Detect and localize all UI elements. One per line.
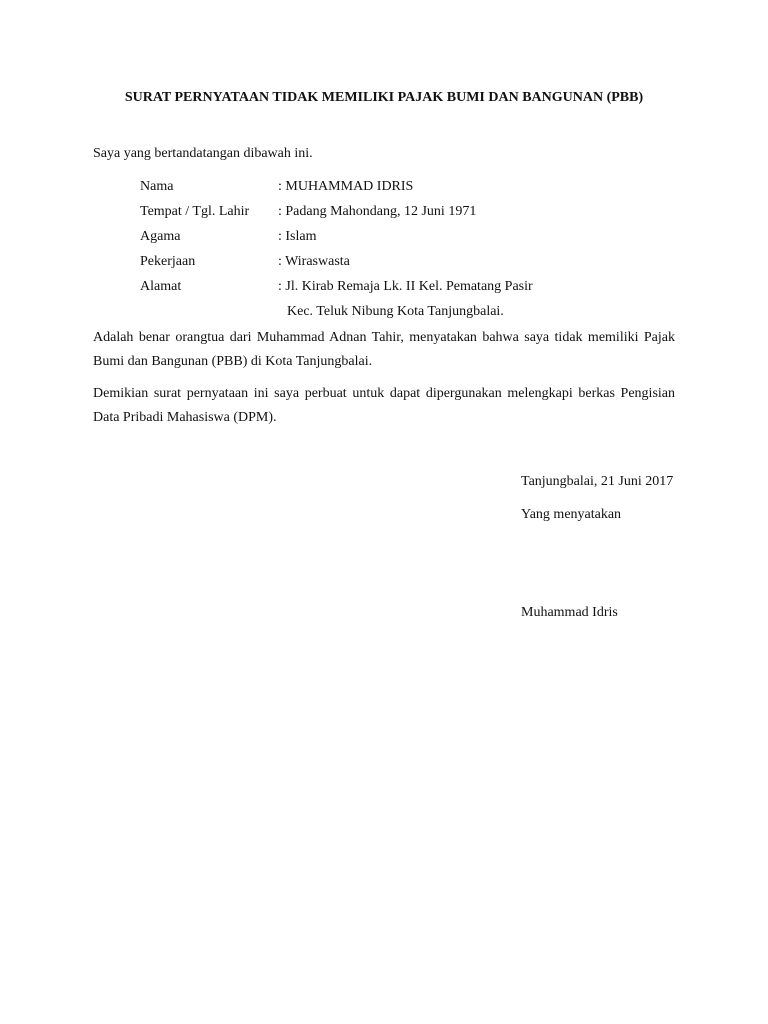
paragraph-closing: Demikian surat pernyataan ini saya perbuat untuk dapat dipergunakan melengkapi berkas Pengisian Data Pribadi Mahasiswa (DPM). bbox=[93, 386, 675, 425]
field-value-pekerjaan: : Wiraswasta bbox=[278, 254, 350, 269]
field-value-agama: : Islam bbox=[278, 229, 317, 244]
field-value-tempat-tgl-lahir: : Padang Mahondang, 12 Juni 1971 bbox=[278, 204, 477, 219]
field-label-agama: Agama bbox=[140, 229, 181, 244]
field-label-pekerjaan: Pekerjaan bbox=[140, 254, 196, 269]
place-date: Tanjungbalai, 21 Juni 2017 bbox=[521, 474, 674, 489]
document-title: SURAT PERNYATAAN TIDAK MEMILIKI PAJAK BUMI DAN BANGUNAN (PBB) bbox=[124, 90, 644, 105]
signer-caption: Yang menyatakan bbox=[521, 507, 622, 522]
field-label-tempat-tgl-lahir: Tempat / Tgl. Lahir bbox=[140, 204, 250, 219]
field-value-alamat: : Jl. Kirab Remaja Lk. II Kel. Pematang Pasir bbox=[278, 279, 533, 294]
intro-text: Saya yang bertandatangan dibawah ini. bbox=[93, 146, 313, 161]
signer-name: Muhammad Idris bbox=[521, 605, 618, 620]
address-line-2: Kec. Teluk Nibung Kota Tanjungbalai. bbox=[287, 304, 504, 319]
field-label-nama: Nama bbox=[140, 179, 174, 194]
field-label-alamat: Alamat bbox=[140, 279, 182, 294]
field-value-nama: : MUHAMMAD IDRIS bbox=[278, 179, 414, 194]
paragraph-statement: Adalah benar orangtua dari Muhammad Adnan Tahir, menyatakan bahwa saya tidak memiliki Pajak Bumi dan Bangunan (PBB) di Kota Tanjungbalai. bbox=[93, 330, 675, 369]
